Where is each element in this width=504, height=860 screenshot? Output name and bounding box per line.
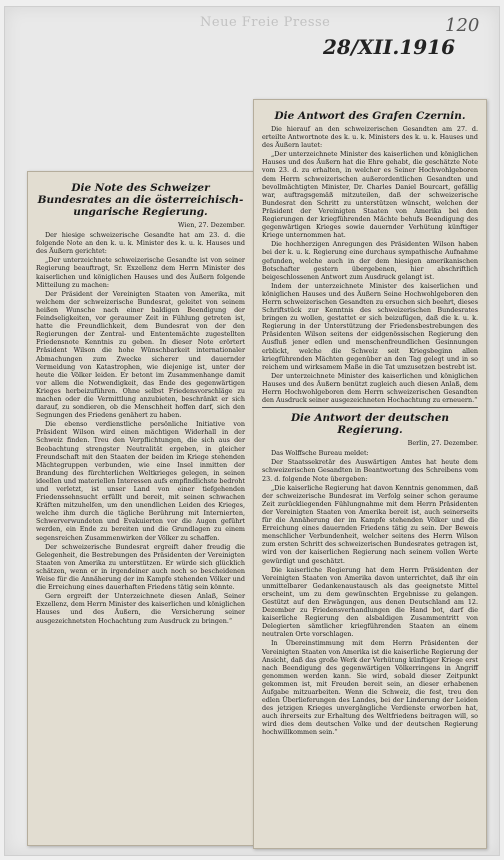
left-paragraph: Der hiesige schweizerische Gesandte hat am 23. d. die folgende Note an den k. u. k. Minister des k. u. k. Hauses und des Äußern gerichtet:	[36, 231, 245, 256]
czernin-headline: Die Antwort des Grafen Czernin.	[274, 110, 466, 122]
czernin-paragraph: Indem der unterzeichnete Minister des kaiserlichen und königlichen Hauses und des Äußern Seine Hochwohlgeboren den Herrn schweizerischen Gesandten zu ersuchen sich beehrt, dieses Schriftstück zur Kenntnis des schweizerischen Bundesrates bringen zu wollen, gestattet er sich beizufügen, daß die k. u. k. Regierung in der Unterstützung der Friedensbestrebungen des Präsidenten Wilson seitens der eidgenössischen Regierung den Ausfluß jener edlen und menschenfreundlichen Gesinnungen erblickt, welche die Schweiz seit Kriegsbeginn allen kriegführenden Mächten gegenüber an den Tag gelegt und in so reichem und wirksamem Maße in die Tat umzusetzen bestrebt ist.	[262, 281, 478, 371]
right-column	[254, 100, 486, 737]
czernin-paragraph: Die hochherzigen Anregungen des Präsidenten Wilson haben bei der k. u. k. Regierung eine durchaus sympathische Aufnahme gefunden, welche auch in der dem hiesigen amerikanischen Botschafter gestern übergebenen, hier abschriftlich beigeschlossenen Antwort zum Ausdruck gelangt ist.	[262, 240, 478, 281]
masthead: Neue Freie Presse	[200, 15, 331, 30]
german-paragraph: Das Wolffsche Bureau meldet:	[271, 449, 369, 458]
german-paragraph: Der Staatssekretär des Auswärtigen Amtes hat heute dem schweizerischen Gesandten in Beantwortung des Schreibens vom 23. d. folgende Note übergeben:	[262, 458, 478, 483]
german-paragraph: Die kaiserliche Regierung hat dem Herrn Präsidenten der Vereinigten Staaten von Amerika davon unterrichtet, daß ihr ein unmittelbarer Gedankenaustausch als das geeignetste Mittel erscheint, um zu dem gewünschten Ergebnisse zu gelangen. Gestützt auf den Erwägungen, aus denen Deutschland am 12. Dezember zu Friedensverhandlungen die Hand bot, darf die kaiserliche Regierung den alsbaldigen Zusammentritt von Delegierten sämtlicher kriegführenden Staaten an einem neutralen Orte vorschlagen.	[262, 565, 478, 639]
left-headline: Die Note des Schweizer Bundesrates an die österreichisch-ungarische Regierung.	[37, 182, 244, 218]
left-paragraph: „Der unterzeichnete schweizerische Gesandte ist von seiner Regierung beauftragt, Sr. Exzellenz dem Herrn Minister des kaiserlichen und königlichen Hauses und des Äußern folgende Mitteilung zu machen:	[36, 256, 245, 289]
german-paragraph: In Übereinstimmung mit dem Herrn Präsidenten der Vereinigten Staaten von Amerika ist die kaiserliche Regierung der Ansicht, daß das große Werk der Verhütung künftiger Kriege erst nach Beendigung des gegenwärtigen Völkerringens in Angriff genommen werden kann. Sie wird, sobald dieser Zeitpunkt gekommen ist, mit Freuden bereit sein, an dieser erhabenen Aufgabe mitzuarbeiten. Wenn die Schweiz, die fest, treu den edlen Überlieferungen des Landes, bei der Linderung der Leiden des jetzigen Krieges unvergängliche Verdienste erworben hat, auch ihrerseits zur Erhaltung des Weltfriedens beitragen will, so wird dies dem deutschen Volke und der deutschen Regierung hochwillkommen sein.“	[262, 639, 478, 737]
clipping-right	[253, 99, 487, 849]
czernin-paragraph: „Der unterzeichnete Minister des kaiserlichen und königlichen Hauses und des Äußern hat die Ehre gehabt, die geschätzte Note vom 23. d. zu erhalten, in welcher es Seiner Hochwohlgeboren dem Herrn schweizerischen außerordentlichen Gesandten und bevollmächtigten Minister, Dr. Charles Daniel Bourcart, gefällig war, auftragsgemäß mitzuteilen, daß der schweizerische Bundesrat den Schritt zu unterstützen wünscht, welchen der Präsident der Vereinigten Staaten von Amerika bei den Regierungen der kriegführenden Mächte behufs Beendigung des gegenwärtigen Krieges sowie dauernder Verhütung künftiger Kriege unternommen hat.	[262, 150, 478, 240]
german-dateline: Berlin, 27. Dezember.	[407, 439, 478, 448]
czernin-paragraph: Der unterzeichnete Minister des kaiserlichen und königlichen Hauses und des Äußern benützt zugleich auch diesen Anlaß, dem Herrn Hochwohlgeboren dem Herrn schweizerischen Gesandten den Ausdruck seiner ausgezeichneten Hochachtung zu erneuern.“	[262, 371, 478, 405]
german-paragraph: „Die kaiserliche Regierung hat davon Kenntnis genommen, daß der schweizerische Bundesrat im Verfolg seiner schon geraume Zeit zurückliegenden Fühlungnahme mit dem Herrn Präsidenten der Vereinigten Staaten von Amerika bereit ist, auch seinerseits für die Annäherung der im Kampfe stehenden Völker und die Erreichung eines dauernden Friedens tätig zu sein. Der Beweis menschlicher Verbundenheit, welcher seitens des Herrn Wilson zum ersten Schritt des schweizerischen Bundesrates getragen ist, wird von der kaiserlichen Regierung nach seinem vollen Werte gewürdigt und geschätzt.	[262, 483, 478, 565]
left-dateline: Wien, 27. Dezember.	[177, 221, 245, 229]
archive-sheet	[4, 6, 500, 856]
left-paragraph: Die ebenso verdienstliche persönliche Initiative von Präsident Wilson wird einen mächtigen Widerhall in der Schweiz finden. Treu den Verpflichtungen, die sich aus der Beobachtung strengster Neutralität ergeben, in gleicher Freundschaft mit den Staaten der beiden im Kriege stehenden Mächtegruppen verbunden, wie eine Insel inmitten der Brandung des fürchterlichen Weltkrieges gelegen, in seinen ideellen und materiellen Interessen aufs empfindlichste bedroht und verletzt, ist unser Land von einer tiefgehenden Friedenssehnsucht erfüllt und bereit, mit seinen schwachen Kräften mitzuhelfen, um den unendlichen Leiden des Krieges, welche ihm durch die tägliche Berührung mit Internierten, Schwerverwundeten und Evakuierten vor die Augen geführt werden, ein Ende zu bereiten und die Grundlagen zu einem segensreichen Zusammenwirken der Völker zu schaffen.	[36, 420, 245, 542]
section-divider	[262, 407, 478, 408]
left-paragraph: Der schweizerische Bundesrat ergreift daher freudig die Gelegenheit, die Bestrebungen des Präsidenten der Vereinigten Staaten von Amerika zu unterstützen. Er würde sich glücklich schätzen, wenn er in irgendeiner auch noch so bescheidenen Weise für die Annäherung der im Kampfe stehenden Völker und die Erreichung eines dauerhaften Friedens tätig sein könnte.	[36, 542, 245, 592]
czernin-paragraph: Die hierauf an den schweizerischen Gesandten am 27. d. erteilte Antwortnote des k. u. k. Ministers des k. u. k. Hauses und des Äußern lautet:	[262, 125, 478, 150]
left-paragraph: Gern ergreift der Unterzeichnete diesen Anlaß, Seiner Exzellenz, dem Herrn Minister des kaiserlichen und königlichen Hauses und des Äußern, die Versicherung seiner ausgezeichnetsten Hochachtung zum Ausdruck zu bringen.“	[36, 592, 245, 625]
left-column	[28, 172, 253, 625]
page-number: 120	[445, 15, 480, 36]
clipping-left	[27, 171, 254, 846]
left-paragraph: Der Präsident der Vereinigten Staaten von Amerika, mit welchem der schweizerische Bundesrat, geleitet von seinem heißen Wunsche nach einer baldigen Beendigung der Feindseligkeiten, vor geraumer Zeit in Fühlung getreten ist, hatte die Freundlichkeit, dem Bundesrat von der den Regierungen der Zentral- und Ententemächte zugestellten Friedensnote Kenntnis zu geben. In dieser Note erörtert Präsident Wilson die hohe Wünschbarkeit internationaler Abmachungen zum Zwecke sicherer und dauernder Vermeidung von Katastrophen, wie diejenige ist, unter der heute die Völker leiden. Er betont im Zusammenhange damit vor allem die Notwendigkeit, das Ende des gegenwärtigen Krieges herbeizuführen. Ohne selbst Friedensvorschläge zu machen oder die Vermittlung anzubieten, beschränkt er sich darauf, zu sondieren, ob die Menschheit hoffen darf, sich den Segnungen des Friedens genähert zu haben.	[36, 289, 245, 420]
german-headline: Die Antwort der deutschen Regierung.	[290, 412, 450, 437]
handwritten-date: 28/XII.1916	[323, 35, 455, 59]
